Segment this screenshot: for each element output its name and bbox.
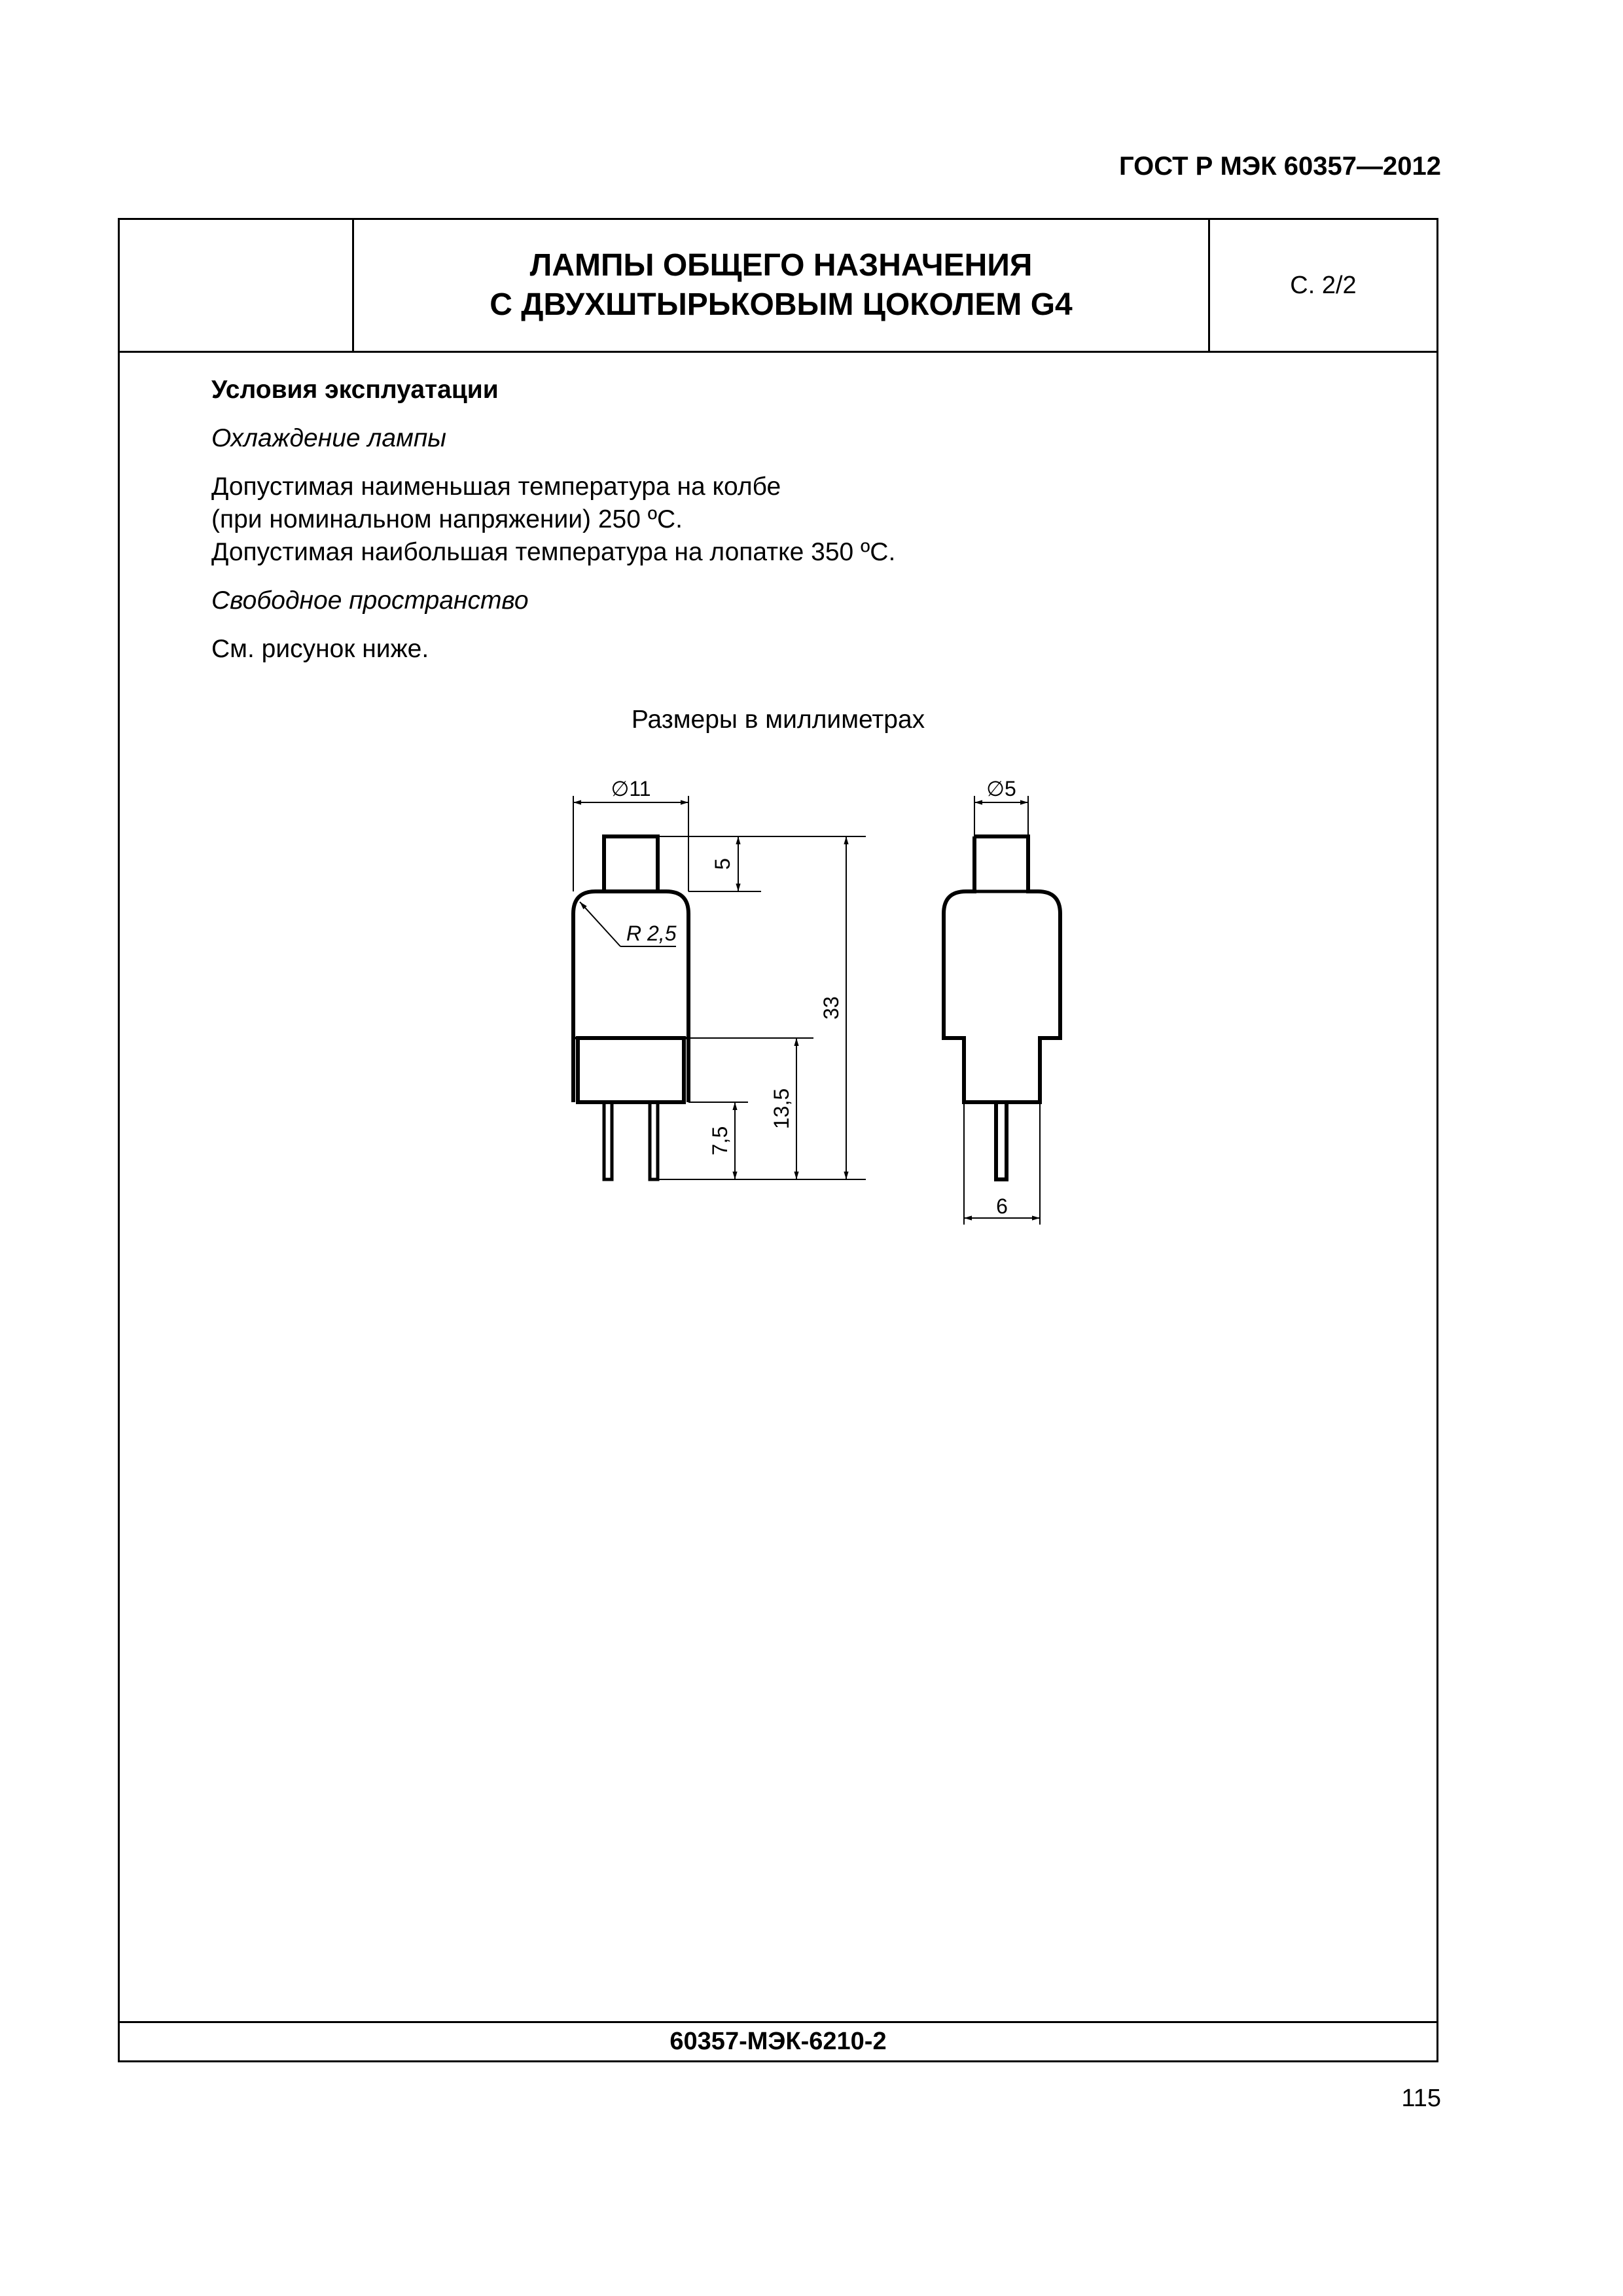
title-line-1: ЛАМПЫ ОБЩЕГО НАЗНАЧЕНИЯ <box>529 248 1033 283</box>
left-lamp-tip <box>604 836 658 891</box>
sheet-number: С. 2/2 <box>1290 271 1357 299</box>
subsection-space: Свободное пространство <box>211 586 529 615</box>
left-lamp-base <box>578 1038 684 1102</box>
dim-radius: R 2,5 <box>626 922 677 945</box>
dim-pin-width: 6 <box>996 1194 1008 1218</box>
dim-diameter-left: ∅11 <box>611 777 651 800</box>
title-line-2: С ДВУХШТЫРЬКОВЫМ ЦОКОЛЕМ G4 <box>490 287 1073 322</box>
subsection-cooling: Охлаждение лампы <box>211 424 446 452</box>
units-note: Размеры в миллиметрах <box>631 706 925 734</box>
lamp-dimension-drawing <box>120 220 1440 2064</box>
standard-code: ГОСТ Р МЭК 60357—2012 <box>1118 152 1441 181</box>
dim-base: 13,5 <box>770 1088 793 1130</box>
sheet-frame <box>118 218 1438 2062</box>
cooling-line-3: Допустимая наибольшая температура на лопатке 350 ºС. <box>211 538 896 566</box>
dim-diameter-right: ∅5 <box>986 777 1016 800</box>
page-number: 115 <box>1401 2085 1441 2112</box>
dim-pins: 7,5 <box>708 1126 732 1156</box>
right-lamp-profile <box>944 836 1060 1179</box>
cooling-line-2: (при номинальном напряжении) 250 ºС. <box>211 505 683 533</box>
space-text: См. рисунок ниже. <box>211 635 429 663</box>
left-lamp-pin-2 <box>650 1102 658 1179</box>
dim-total: 33 <box>819 996 843 1020</box>
dim-top: 5 <box>711 858 734 870</box>
cooling-line-1: Допустимая наименьшая температура на колбе <box>211 473 781 501</box>
section-title: Условия эксплуатации <box>211 376 499 404</box>
sheet-code: 60357-МЭК-6210-2 <box>120 2021 1436 2060</box>
left-lamp-pin-1 <box>604 1102 612 1179</box>
